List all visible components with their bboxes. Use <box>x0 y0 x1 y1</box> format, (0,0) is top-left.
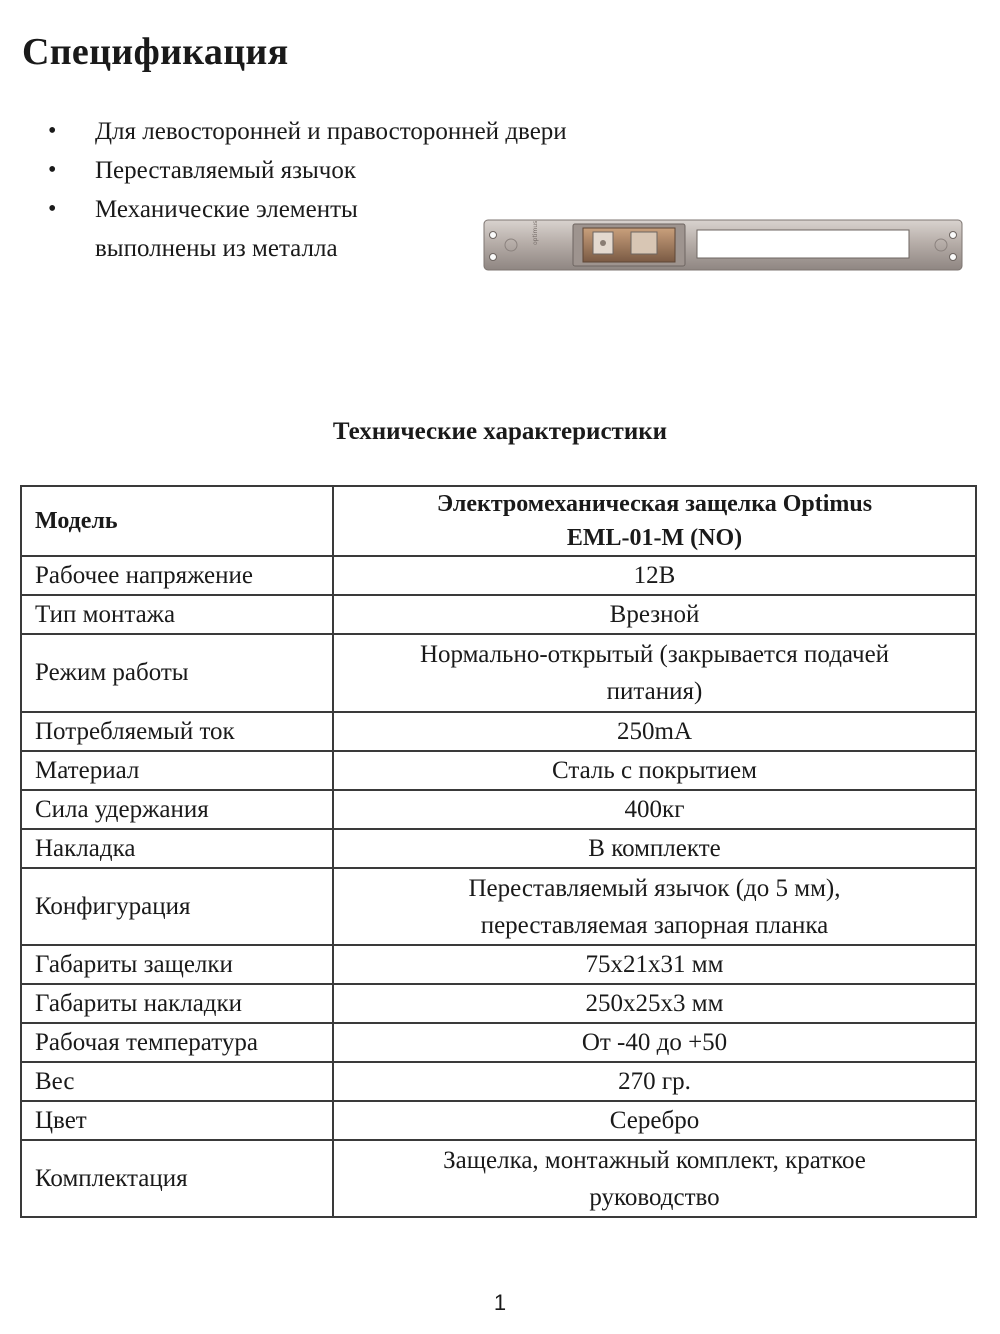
table-cell-value: Защелка, монтажный комплект, краткое руководство <box>333 1140 976 1217</box>
table-row <box>21 595 976 634</box>
table-cell-value: Врезной <box>333 595 976 634</box>
table-cell-value: Серебро <box>333 1101 976 1140</box>
table-row <box>21 1101 976 1140</box>
table-row <box>21 712 976 751</box>
table-row <box>21 945 976 984</box>
bullet-icon: • <box>48 118 57 144</box>
model-code: EML-01-M (NO) <box>566 525 743 551</box>
page-title: Спецификация <box>22 31 289 73</box>
model-name: Электромеханическая защелка Optimus <box>436 491 873 517</box>
table-row <box>21 634 976 712</box>
table-cell-label: Накладка <box>21 829 333 868</box>
table-row <box>21 984 976 1023</box>
brand-logo: optimus <box>532 220 539 245</box>
table-cell-label: Материал <box>21 751 333 790</box>
table-cell-value: 400кг <box>333 790 976 829</box>
list-item <box>48 112 567 151</box>
table-row <box>21 1023 976 1062</box>
table-cell-value <box>333 486 976 556</box>
table-cell-value: 75x21x31 мм <box>333 945 976 984</box>
list-item <box>48 151 567 190</box>
table-cell-value: 250x25x3 мм <box>333 984 976 1023</box>
table-header-row <box>21 486 976 556</box>
table-cell-label: Комплектация <box>21 1140 333 1217</box>
table-cell-value: Сталь с покрытием <box>333 751 976 790</box>
bullet-icon: • <box>48 157 57 183</box>
table-row <box>21 1062 976 1101</box>
table-heading: Технические характеристики <box>332 418 668 445</box>
table-cell-value: В комплекте <box>333 829 976 868</box>
table-row <box>21 790 976 829</box>
table-cell-label: Тип монтажа <box>21 595 333 634</box>
table-cell-label: Габариты накладки <box>21 984 333 1023</box>
table-cell-label: Цвет <box>21 1101 333 1140</box>
table-row <box>21 829 976 868</box>
feature-text: Переставляемый язычок <box>95 157 356 184</box>
table-cell-label: Режим работы <box>21 634 333 712</box>
table-row <box>21 751 976 790</box>
table-cell-label: Рабочая температура <box>21 1023 333 1062</box>
table-cell-label: Габариты защелки <box>21 945 333 984</box>
table-cell-label: Рабочее напряжение <box>21 556 333 595</box>
feature-text: Для левосторонней и правосторонней двери <box>95 118 567 145</box>
product-image <box>483 218 963 272</box>
table-cell-label: Конфигурация <box>21 868 333 945</box>
table-row <box>21 556 976 595</box>
table-cell-label: Сила удержания <box>21 790 333 829</box>
table-cell-value: 270 гр. <box>333 1062 976 1101</box>
feature-text: Механические элементы выполнены из металла <box>95 196 358 262</box>
table-cell-value: Переставляемый язычок (до 5 мм), переставляемая запорная планка <box>333 868 976 945</box>
table-row <box>21 868 976 945</box>
table-cell-label: Вес <box>21 1062 333 1101</box>
bullet-icon: • <box>48 196 57 222</box>
table-cell-value: От -40 до +50 <box>333 1023 976 1062</box>
specs-table <box>20 485 977 1218</box>
table-cell-label: Модель <box>21 486 333 556</box>
table-cell-value: 250mA <box>333 712 976 751</box>
table-row <box>21 1140 976 1217</box>
table-cell-label: Потребляемый ток <box>21 712 333 751</box>
table-cell-value: 12В <box>333 556 976 595</box>
page-number: 1 <box>493 1290 507 1315</box>
table-cell-value: Нормально-открытый (закрывается подачей питания) <box>333 634 976 712</box>
